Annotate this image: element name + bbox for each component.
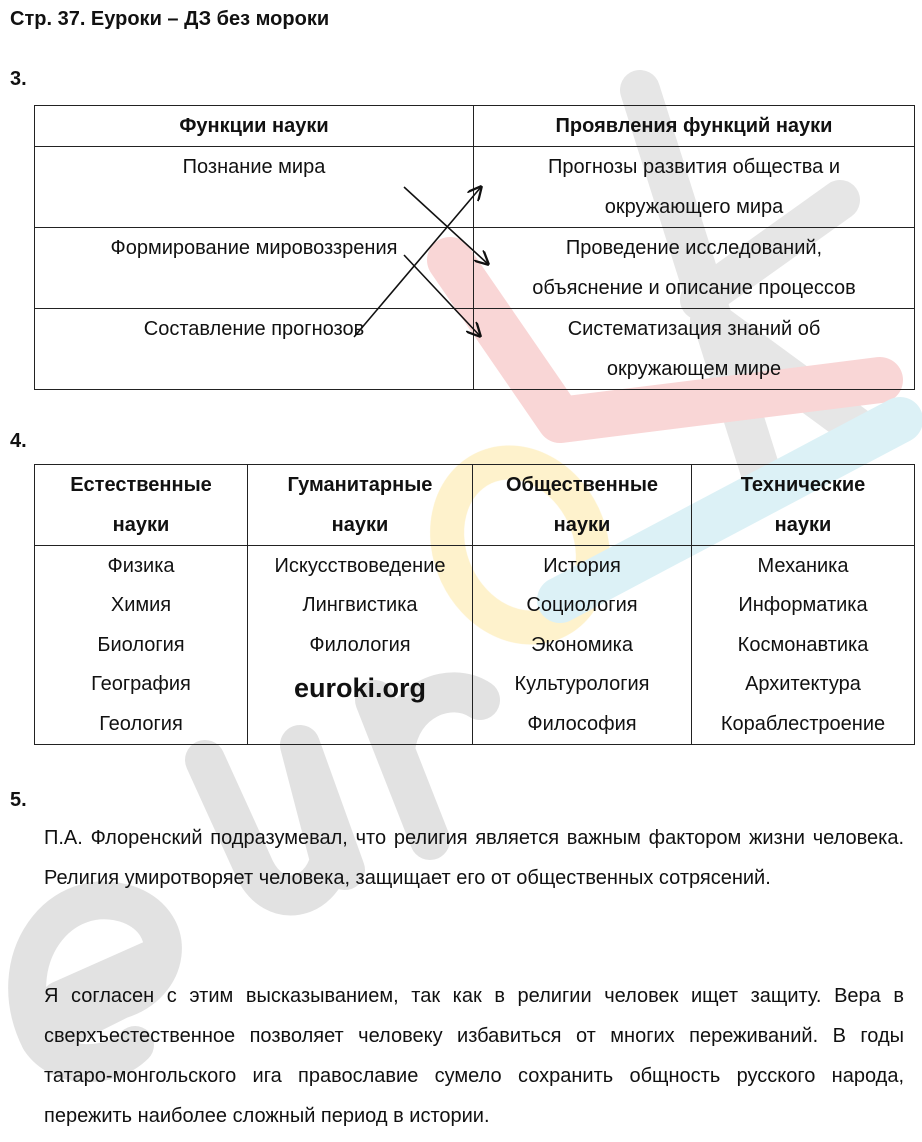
natural-sciences-list: [35, 546, 248, 745]
list-item: Биология: [97, 633, 185, 656]
list-item: Физика: [107, 555, 175, 577]
humanities-header: Гуманитарные науки: [248, 465, 473, 546]
list-item: Космонавтика: [737, 633, 869, 656]
task-4-number: 4.: [10, 430, 27, 452]
list-item: География: [91, 673, 191, 696]
list-item: Лингвистика: [302, 594, 418, 617]
arrow-forecasting-to-forecasts: [354, 187, 481, 337]
social-sciences-list: [473, 546, 692, 745]
list-item: Экономика: [531, 633, 633, 656]
function-cell: Познание мира: [35, 147, 474, 228]
brand-label: euroki.org: [293, 673, 427, 704]
function-cell: Формирование мировоззрения: [35, 228, 474, 309]
page-title: Стр. 37. Еуроки – ДЗ без мороки: [10, 8, 330, 30]
list-item: Информатика: [738, 594, 868, 617]
function-cell: Составление прогнозов: [35, 309, 474, 390]
technical-sciences-header: Технические науки: [692, 465, 915, 546]
task-5-number: 5.: [10, 789, 27, 811]
sciences-table: [34, 464, 915, 745]
social-sciences-header: Общественные науки: [473, 465, 692, 546]
list-item: История: [543, 555, 621, 577]
humanities-list: [248, 546, 473, 745]
list-item: Архитектура: [745, 673, 861, 696]
list-item: Кораблестроение: [720, 712, 886, 735]
list-item: Культурология: [514, 673, 650, 696]
answer-paragraph-2: Я согласен с этим высказыванием, так как в религии человек ищет защиту. Вера в сверхъестественное позволяет человеку избавиться от многих переживаний. В годы татаро-монгольского ига православие сумело сохранить общность русского народа, пережить наиболее сложный период в истории.: [44, 985, 904, 1127]
manifestation-cell: Прогнозы развития общества и окружающего мира: [474, 147, 915, 228]
list-item: Социология: [526, 594, 638, 617]
manifestations-header: Проявления функций науки: [474, 106, 915, 147]
list-item: Искусствоведение: [274, 555, 446, 577]
natural-sciences-header: Естественные науки: [35, 465, 248, 546]
manifestation-cell: Проведение исследований, объяснение и описание процессов: [474, 228, 915, 309]
list-item: Химия: [110, 594, 172, 617]
arrow-knowledge-to-research: [404, 187, 488, 264]
list-item: Механика: [757, 555, 849, 577]
list-item: Геология: [99, 712, 183, 735]
list-item: Филология: [309, 633, 411, 656]
technical-sciences-list: [692, 546, 915, 745]
functions-header: Функции науки: [35, 106, 474, 147]
arrow-worldview-to-systematization: [404, 255, 480, 336]
manifestation-cell: Систематизация знаний об окружающем мире: [474, 309, 915, 390]
list-item: Философия: [527, 712, 637, 735]
task-3-number: 3.: [10, 68, 27, 90]
answer-paragraph-1: П.А. Флоренский подразумевал, что религия является важным фактором жизни человека. Религия умиротворяет человека, защищает его от общественных сотрясений.: [44, 827, 904, 889]
